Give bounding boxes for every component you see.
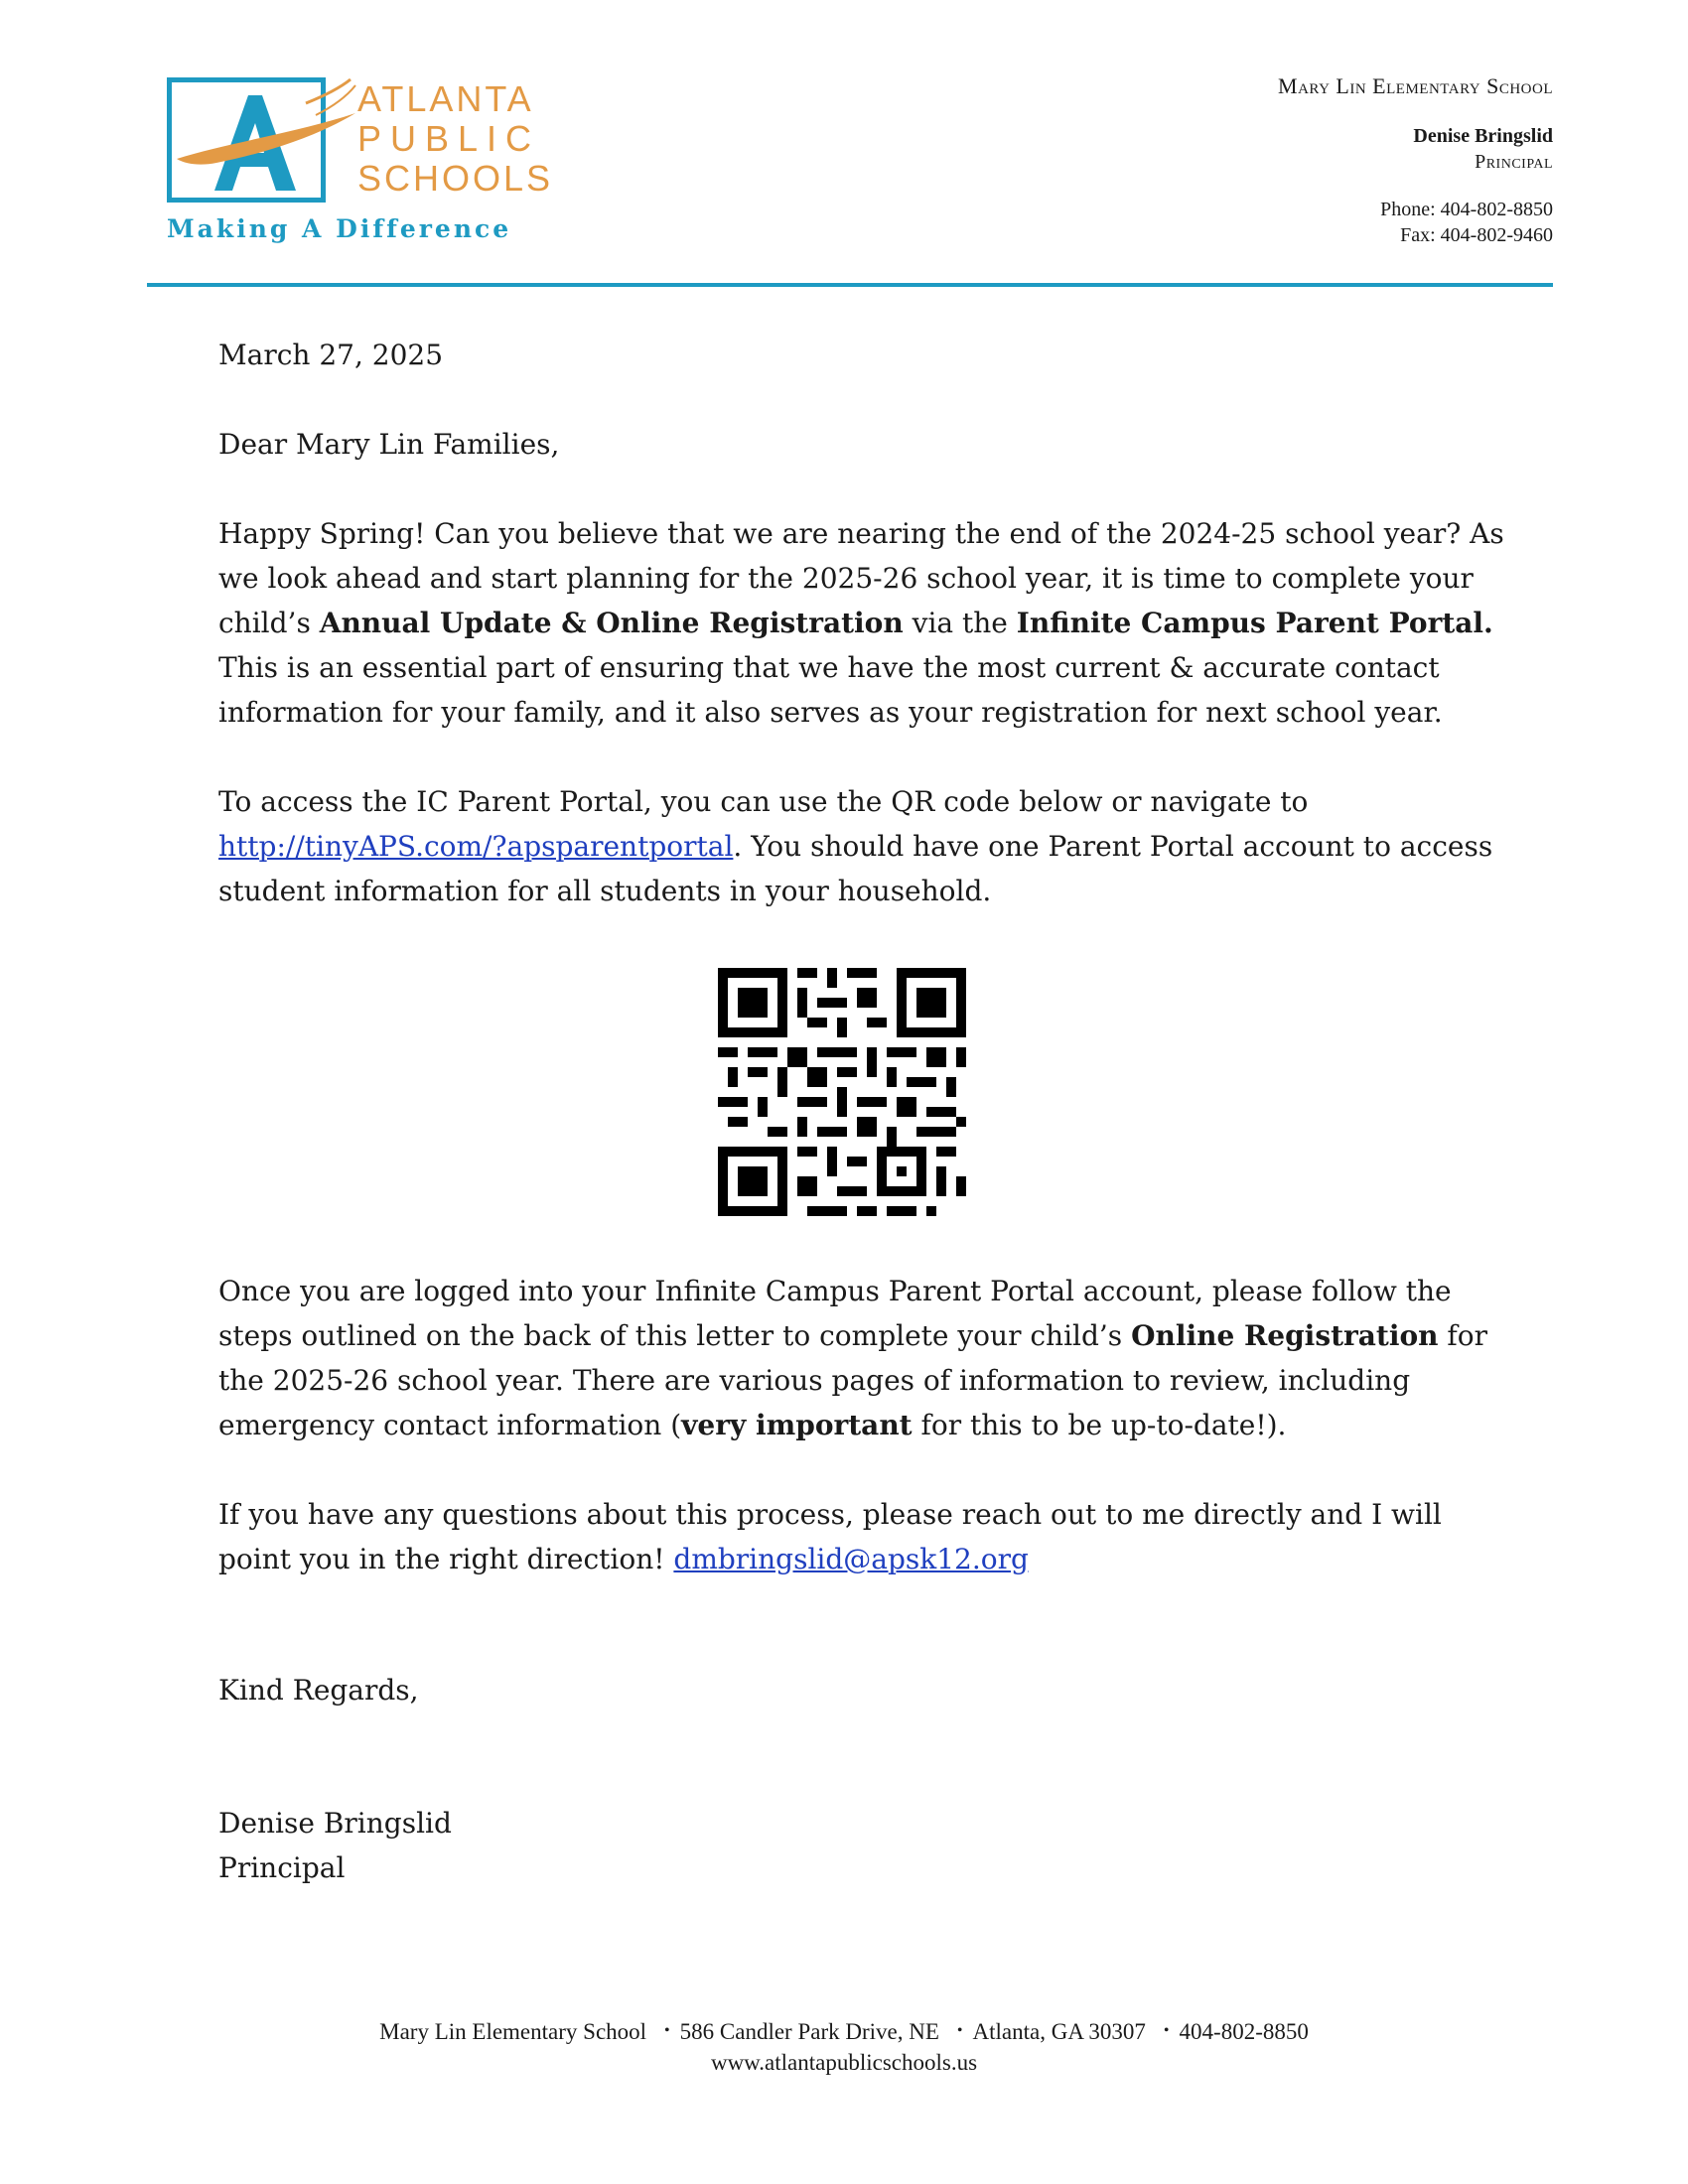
bullet-icon: • [1163,2022,1170,2039]
paragraph-4 [218,1492,1509,1581]
p1-text-c: via the [903,607,1017,639]
p1-text-a: Happy Spring! Can you believe that we are nearing the end of the 2024-25 school year? As we look ahead and start planning for the 2025-26 school year, it is time to complete your child’s [218,517,1504,639]
aps-logo [167,73,584,252]
letter-body-top [218,333,1509,958]
footer-city: Atlanta, GA 30307 [972,2019,1146,2044]
p2-text-b: . You should have one Parent Portal account to access student information for all students in your household. [218,830,1493,907]
bullet-icon: • [956,2022,963,2039]
logo-tagline: Making A Difference [167,214,512,243]
paragraph-1 [218,511,1509,735]
qr-code [718,968,966,1216]
paragraph-3 [218,1269,1509,1447]
p3-text-e: for this to be up-to-date!). [912,1409,1287,1441]
p2-text-a: To access the IC Parent Portal, you can use the QR code below or navigate to [218,785,1309,818]
signature-title: Principal [218,1851,346,1884]
p3-text-a: Once you are logged into your Infinite Campus Parent Portal account, please follow the steps outlined on the back of this letter to complete your child’s [218,1275,1452,1352]
p1-bold-registration: Annual Update & Online Registration [319,607,904,639]
signature-block [218,1801,452,1890]
letter-date: March 27, 2025 [218,339,444,371]
letterhead-contact [1278,73,1553,248]
p3-bold-very-important: very important [681,1409,913,1441]
p1-bold-portal: Infinite Campus Parent Portal. [1016,607,1493,639]
footer-address: 586 Candler Park Drive, NE [679,2019,939,2044]
header-divider [147,283,1553,287]
letter-greeting: Dear Mary Lin Families, [218,428,560,461]
p1-text-d: This is an essential part of ensuring that we have the most current & accurate contact information for your family, and it also serves as your registration for next school year. [218,651,1443,729]
logo-line-1: ATLANTA [357,78,534,119]
p3-text-c: for the 2025-26 school year. There are various pages of information to review, including emergency contact information ( [218,1319,1488,1441]
letter-footer [0,2015,1688,2078]
principal-title: Principal [1475,151,1553,173]
footer-school: Mary Lin Elementary School [379,2019,647,2044]
email-link[interactable]: dmbringslid@apsk12.org [673,1543,1029,1575]
signature-name: Denise Bringslid [218,1807,452,1840]
footer-address-line [0,2015,1688,2047]
letter-closing: Kind Regards, [218,1674,419,1706]
p3-bold-online-registration: Online Registration [1131,1319,1439,1352]
footer-phone: 404-802-8850 [1179,2019,1309,2044]
parent-portal-link[interactable]: http://tinyAPS.com/?apsparentportal [218,830,734,863]
footer-website: www.atlantapublicschools.us [710,2050,978,2075]
letter-body-bottom [218,1269,1509,1581]
p4-text-a: If you have any questions about this process, please reach out to me directly and I will point you in the right direction! [218,1498,1442,1575]
principal-name: Denise Bringslid [1413,125,1553,147]
phone-number: Phone: 404-802-8850 [1380,199,1553,220]
logo-wordmark [357,79,553,199]
fax-number: Fax: 404-802-9460 [1400,224,1553,246]
logo-line-3: SCHOOLS [357,158,554,199]
school-name: Mary Lin Elementary School [1278,73,1553,98]
logo-line-2: PUBLIC [357,118,541,159]
bullet-icon: • [664,2022,670,2039]
paragraph-2 [218,779,1509,913]
